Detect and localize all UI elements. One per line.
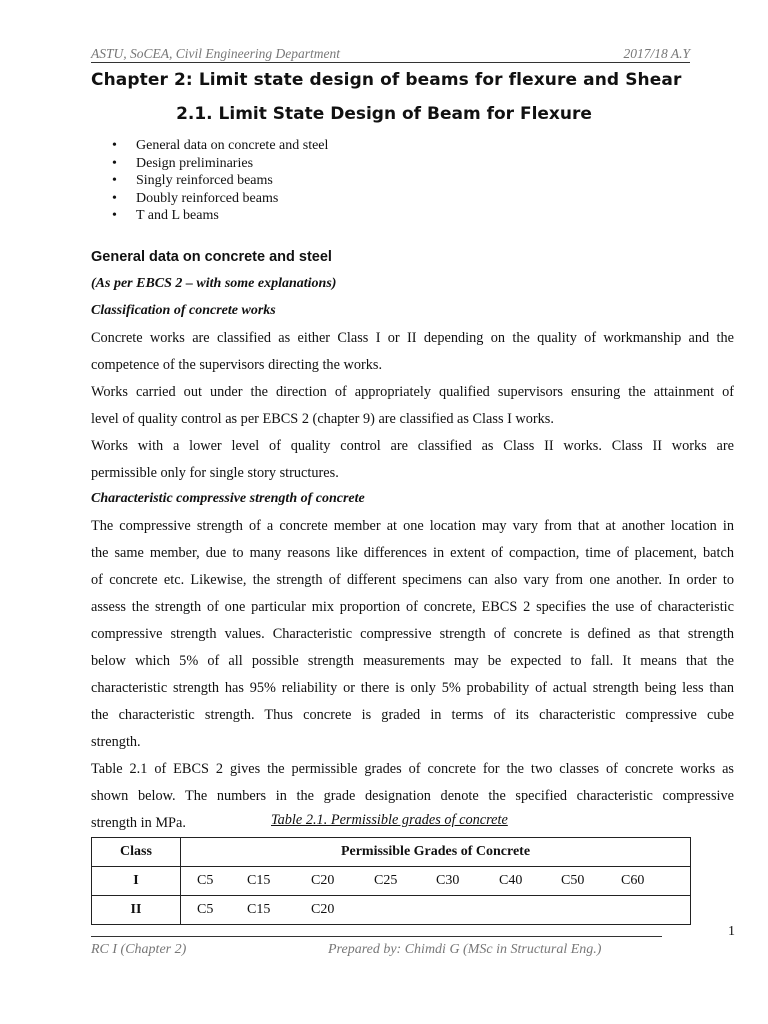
paragraph-line: strength in MPa. (91, 815, 186, 831)
topic-list (112, 137, 328, 225)
grade-value: C5 (197, 902, 214, 917)
grade-value: C30 (436, 873, 460, 888)
paragraph-line: below which 5% of all possible strength measurements may be expected to fall. It means that the (91, 653, 734, 669)
grade-value: C60 (621, 873, 645, 888)
table-cell-class: II (92, 896, 181, 925)
grade-value: C5 (197, 873, 214, 888)
paragraph-line: Table 2.1 of EBCS 2 gives the permissible grades of concrete for the two classes of concrete works as (91, 761, 734, 777)
list-item: • Design preliminaries (112, 155, 254, 171)
table-header-grades: Permissible Grades of Concrete (181, 838, 691, 867)
table-cell-grades (181, 867, 691, 896)
classification-heading: Classification of concrete works (91, 303, 276, 318)
subsection-heading: General data on concrete and steel (91, 249, 332, 265)
paragraph-line: The compressive strength of a concrete member at one location may vary from that at another location in (91, 518, 734, 534)
chapter-title: Chapter 2: Limit state design of beams for flexure and Shear (91, 70, 682, 90)
paragraph-line: Concrete works are classified as either Class I or II depending on the quality of workmanship and the (91, 330, 734, 346)
table-row (92, 867, 691, 896)
list-item: • General data on concrete and steel (112, 138, 329, 153)
note-text: (As per EBCS 2 – with some explanations) (91, 276, 337, 291)
footer-rule (91, 936, 662, 937)
list-item-label: General data on concrete and steel (136, 138, 329, 153)
grade-value: C40 (499, 873, 523, 888)
table-cell-class: I (92, 867, 181, 896)
list-item-label: Doubly reinforced beams (136, 190, 279, 206)
grade-value: C25 (374, 873, 398, 888)
paragraph-line: assess the strength of one particular mix proportion of concrete, EBCS 2 specifies the use of characteristic (91, 599, 734, 615)
grade-value: C15 (247, 873, 271, 888)
footer-left: RC I (Chapter 2) (91, 942, 187, 957)
section-title: 2.1. Limit State Design of Beam for Flexure (176, 104, 592, 124)
table-row (92, 896, 691, 925)
paragraph-line: shown below. The numbers in the grade designation denote the specified characteristic compressive (91, 788, 734, 804)
grade-value: C20 (311, 873, 335, 888)
paragraph-line: Works with a lower level of quality control are classified as Class II works. Class II works are (91, 438, 734, 454)
page-number: 1 (728, 924, 735, 939)
grade-value: C50 (561, 873, 585, 888)
paragraph-line: strength. (91, 734, 141, 750)
paragraph-line: of concrete etc. Likewise, the strength of different specimens can also vary from one another. In order to (91, 572, 734, 588)
header-left: ASTU, SoCEA, Civil Engineering Department (91, 46, 340, 61)
paragraph-line: permissible only for single story structures. (91, 465, 339, 481)
header-rule (91, 62, 690, 63)
table-header-class: Class (92, 838, 181, 867)
paragraph-line: the characteristic strength. Thus concrete is graded in terms of its characteristic compressive cube (91, 707, 734, 723)
grade-value: C15 (247, 902, 271, 917)
table-cell-grades (181, 896, 691, 925)
grades-table (91, 837, 691, 925)
paragraph-line: competence of the supervisors directing the works. (91, 357, 383, 373)
paragraph-line: the same member, due to many reasons like differences in extent of compaction, time of placement, batch (91, 545, 734, 561)
grade-value: C20 (311, 902, 335, 917)
footer-center: Prepared by: Chimdi G (MSc in Structural Eng.) (328, 942, 602, 957)
paragraph-line: compressive strength values. Characteristic compressive strength of concrete is defined as that strength (91, 626, 734, 642)
list-item-label: T and L beams (136, 208, 219, 223)
list-item: • Singly reinforced beams (112, 173, 273, 188)
strength-heading: Characteristic compressive strength of concrete (91, 491, 365, 506)
list-item: • T and L beams (112, 208, 219, 223)
paragraph-line: characteristic strength has 95% reliability or there is only 5% probability of actual strength being less than (91, 680, 734, 696)
table-caption: Table 2.1. Permissible grades of concrete (271, 812, 508, 828)
table-header-row (92, 838, 691, 867)
paragraph-line: Works carried out under the direction of appropriately qualified supervisors ensuring the attainment of (91, 384, 734, 400)
list-item-label: Design preliminaries (136, 155, 254, 171)
list-item-label: Singly reinforced beams (136, 173, 273, 188)
header-right: 2017/18 A.Y (623, 46, 690, 61)
paragraph-line: level of quality control as per EBCS 2 (chapter 9) are classified as Class I works. (91, 411, 554, 427)
list-item: • Doubly reinforced beams (112, 190, 279, 206)
